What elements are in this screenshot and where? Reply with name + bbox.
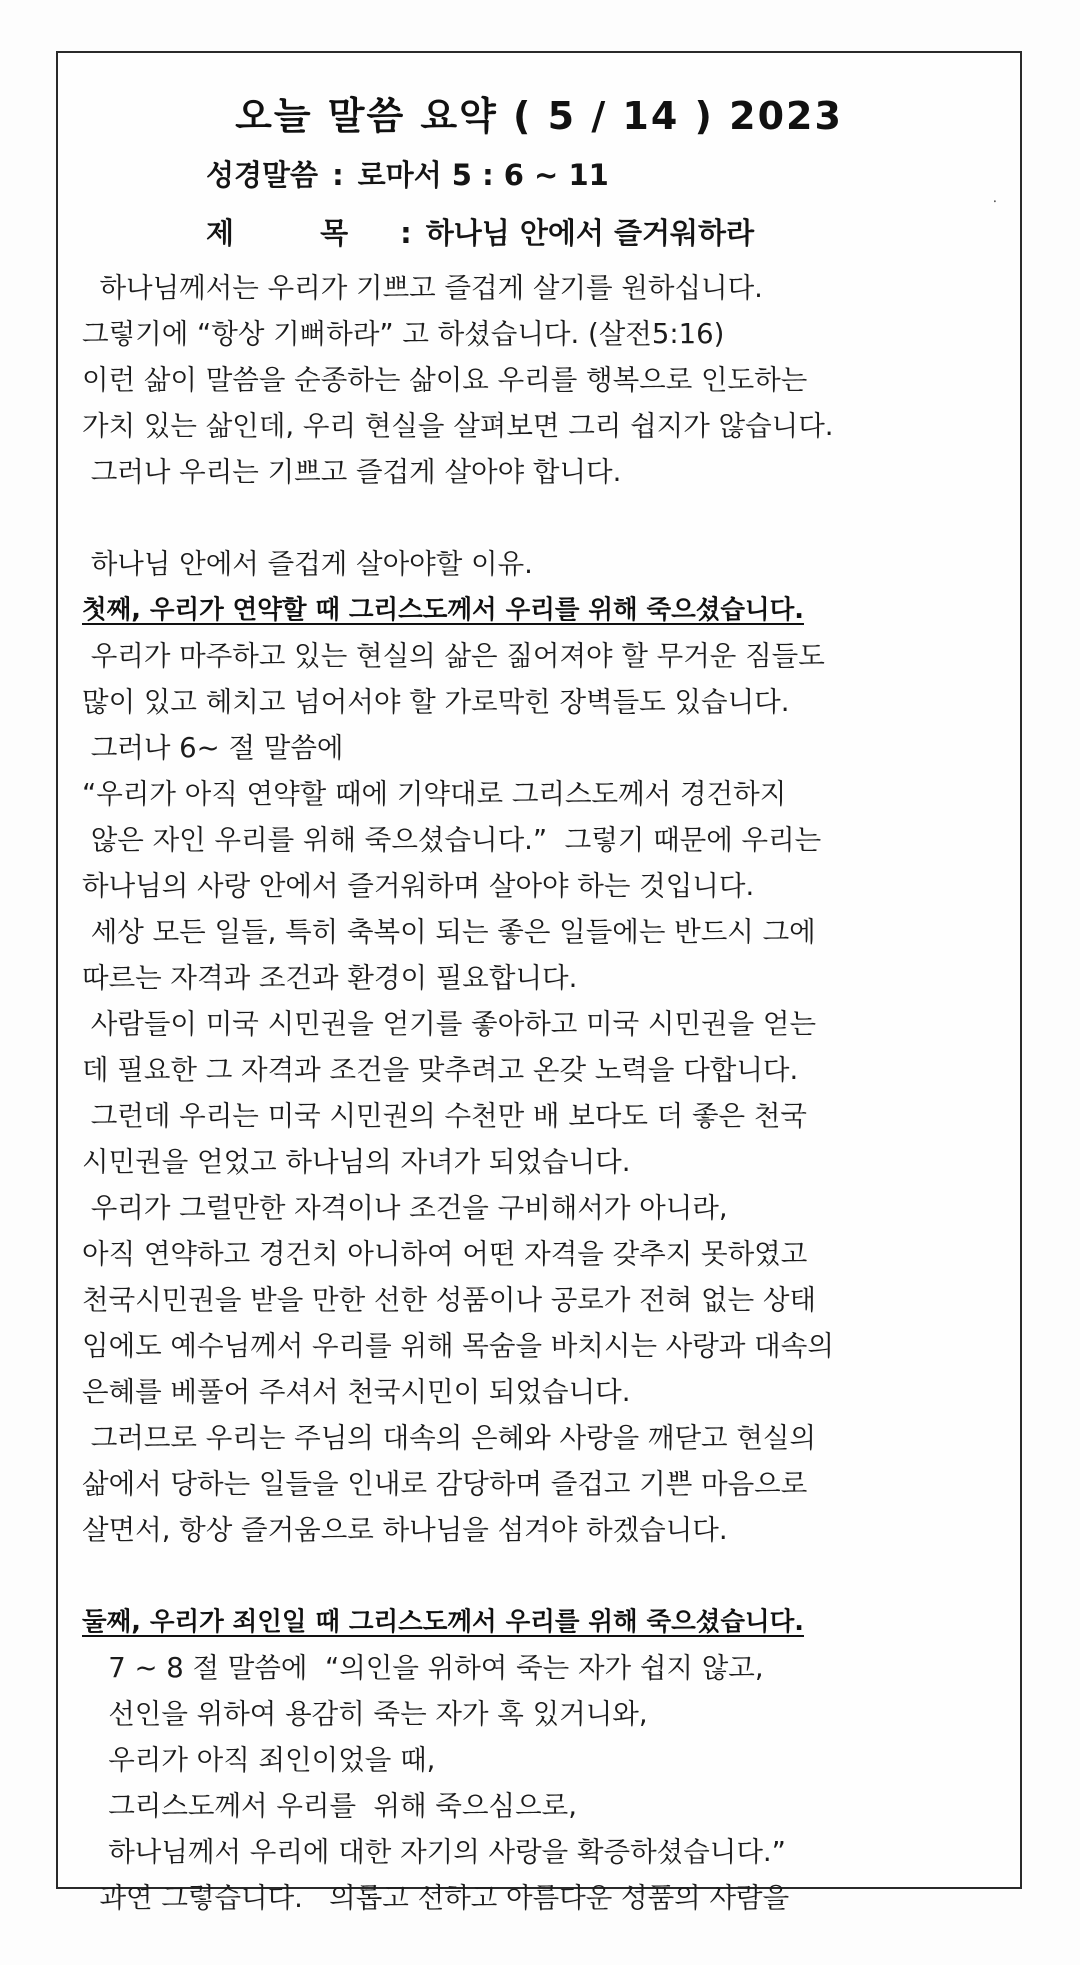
text-line: 데 필요한 그 자격과 조건을 맞추려고 온갖 노력을 다합니다. [82, 1054, 799, 1086]
scan-speck: ⸱ [993, 194, 997, 210]
text-line: 임에도 예수님께서 우리를 위해 목숨을 바치시는 사랑과 대속의 [82, 1330, 834, 1362]
text-line: 사람들이 미국 시민권을 얻기를 좋아하고 미국 시민권을 얻는 [82, 1008, 817, 1040]
text-line: 7 ~ 8 절 말씀에 “의인을 위하여 죽는 자가 쉽지 않고, [82, 1652, 764, 1684]
scripture-value: 로마서 5 : 6 ~ 11 [357, 158, 609, 192]
text-line: 아직 연약하고 경건치 아니하여 어떤 자격을 갖추지 못하였고 [82, 1238, 808, 1270]
text-line: 시민권을 얻었고 하나님의 자녀가 되었습니다. [82, 1146, 631, 1178]
subject-label: 제 목 [206, 216, 387, 250]
text-line: 그러므로 우리는 주님의 대속의 은혜와 사랑을 깨닫고 현실의 [82, 1422, 817, 1454]
text-line: 우리가 마주하고 있는 현실의 삶은 짊어져야 할 무거운 짐들도 [82, 640, 825, 672]
scripture-label: 성경말씀 [206, 158, 319, 192]
text-line: 선인을 위하여 용감히 죽는 자가 혹 있거니와, [82, 1698, 648, 1730]
text-line: 과연 그렇습니다. 의롭고 선하고 아름다운 성품의 사람을 [82, 1882, 790, 1914]
text-line: 하나님 안에서 즐겁게 살아야할 이유. [82, 548, 533, 580]
page-title: 오늘 말씀 요약 ( 5 / 14 ) 2023 [235, 94, 843, 138]
text-line: 그런데 우리는 미국 시민권의 수천만 배 보다도 더 좋은 천국 [82, 1100, 807, 1132]
blank-line [82, 1553, 1002, 1599]
sermon-summary-frame [56, 51, 1022, 1914]
section-heading: 둘째, 우리가 죄인일 때 그리스도께서 우리를 위해 죽으셨습니다. [82, 1607, 804, 1637]
section-heading: 첫째, 우리가 연약할 때 그리스도께서 우리를 위해 죽으셨습니다. [82, 595, 804, 625]
text-line: 않은 자인 우리를 위해 죽으셨습니다.” 그렇기 때문에 우리는 [82, 824, 822, 856]
subject-value: 하나님 안에서 즐거워하라 [425, 216, 755, 250]
subject-colon: : [400, 216, 412, 250]
sermon-body [82, 265, 1002, 1921]
text-line: 천국시민권을 받을 만한 선한 성품이나 공로가 전혀 없는 상태 [82, 1284, 817, 1316]
text-line: 이런 삶이 말씀을 순종하는 삶이요 우리를 행복으로 인도하는 [82, 364, 808, 396]
text-line: 따르는 자격과 조건과 환경이 필요합니다. [82, 962, 578, 994]
text-line: 살면서, 항상 즐거움으로 하나님을 섬겨야 하겠습니다. [82, 1514, 728, 1546]
text-line: 세상 모든 일들, 특히 축복이 되는 좋은 일들에는 반드시 그에 [82, 916, 816, 948]
text-line: 하나님께서 우리에 대한 자기의 사랑을 확증하셨습니다.” [82, 1836, 786, 1868]
text-line: 그러나 우리는 기쁘고 즐겁게 살아야 합니다. [82, 456, 622, 488]
text-line: 하나님의 사랑 안에서 즐거워하며 살아야 하는 것입니다. [82, 870, 755, 902]
text-line: 가치 있는 삶인데, 우리 현실을 살펴보면 그리 쉽지가 않습니다. [82, 410, 834, 442]
scripture-row [206, 153, 609, 194]
text-line: 우리가 그럴만한 자격이나 조건을 구비해서가 아니라, [82, 1192, 728, 1224]
text-line: “우리가 아직 연약할 때에 기약대로 그리스도께서 경건하지 [82, 778, 787, 810]
text-line: 우리가 아직 죄인이었을 때, [82, 1744, 436, 1776]
text-line: 삶에서 당하는 일들을 인내로 감당하며 즐겁고 기쁜 마음으로 [82, 1468, 808, 1500]
text-line: 그리스도께서 우리를 위해 죽으심으로, [82, 1790, 577, 1822]
text-line: 그렇기에 “항상 기뻐하라” 고 하셨습니다. (살전5:16) [82, 318, 725, 350]
text-line: 은혜를 베풀어 주셔서 천국시민이 되었습니다. [82, 1376, 631, 1408]
blank-line [82, 495, 1002, 541]
scripture-colon: : [332, 158, 344, 192]
text-line: 많이 있고 헤치고 넘어서야 할 가로막힌 장벽들도 있습니다. [82, 686, 790, 718]
subject-row [206, 211, 754, 252]
text-line: 하나님께서는 우리가 기쁘고 즐겁게 살기를 원하십니다. [82, 272, 763, 304]
text-line: 그러나 6~ 절 말씀에 [82, 732, 344, 764]
